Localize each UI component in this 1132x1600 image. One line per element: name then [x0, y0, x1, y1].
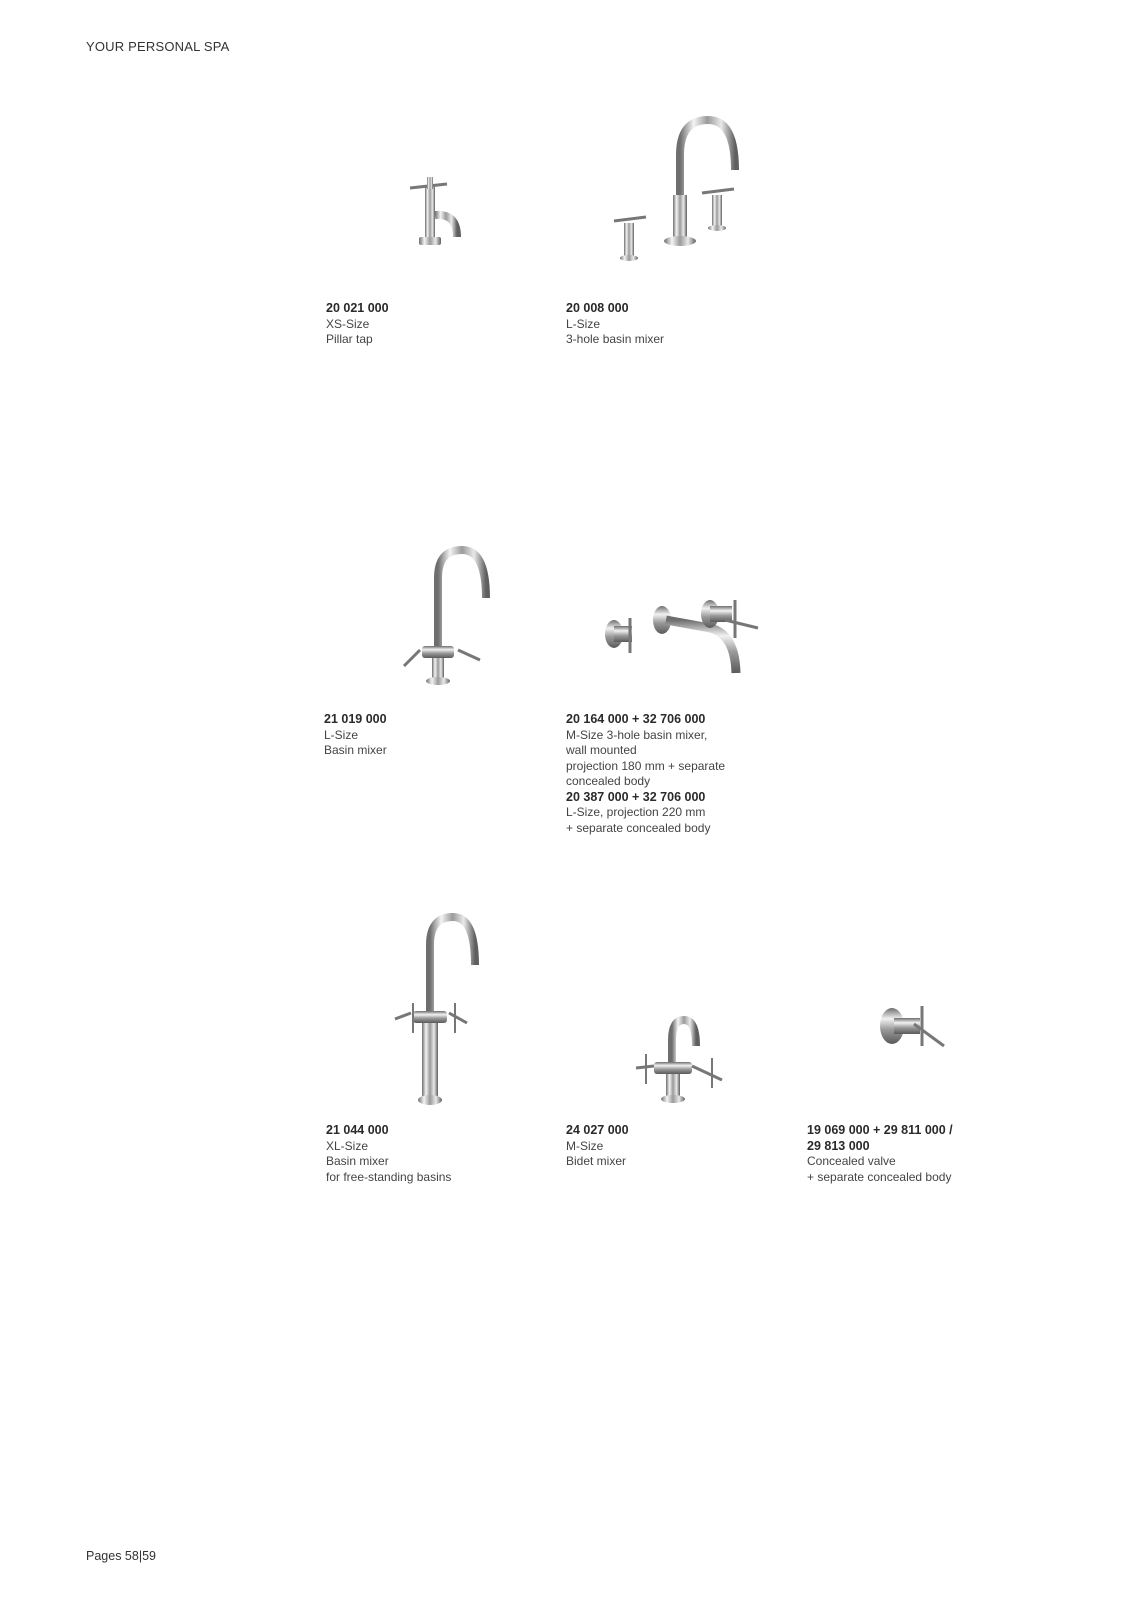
product-code: 21 044 000 — [326, 1123, 389, 1137]
xl-basin-mixer-image — [393, 915, 488, 1110]
pillar-tap-image — [405, 175, 475, 255]
product-code: 24 027 000 — [566, 1123, 629, 1137]
product-description: for free-standing basins — [326, 1169, 452, 1184]
basin-mixer-image — [400, 548, 495, 688]
product-size: L-Size — [566, 316, 601, 331]
product-caption — [326, 1123, 546, 1185]
product-description: Pillar tap — [326, 332, 373, 346]
product-size: L-Size — [324, 727, 359, 742]
product-description: 3-hole basin mixer — [566, 332, 665, 346]
product-description: M-Size 3-hole basin mixer, — [566, 727, 708, 742]
product-caption — [566, 1123, 786, 1170]
product-code: 20 387 000 + 32 706 000 — [566, 789, 706, 804]
product-size: XL-Size — [326, 1138, 369, 1153]
product-description: Bidet mixer — [566, 1154, 627, 1168]
product-code: 29 813 000 — [807, 1138, 870, 1153]
product-code: 19 069 000 + 29 811 000 / — [807, 1123, 953, 1137]
product-size: XS-Size — [326, 316, 370, 331]
section-title: YOUR PERSONAL SPA — [86, 39, 230, 54]
product-description: + separate concealed body — [807, 1169, 952, 1184]
product-caption — [324, 712, 544, 759]
product-code: 21 019 000 — [324, 712, 387, 726]
wall-mounted-basin-mixer-image — [600, 598, 765, 683]
product-description: wall mounted — [566, 743, 637, 757]
product-description: projection 180 mm + separate — [566, 758, 726, 773]
product-caption — [326, 301, 546, 348]
concealed-valve-image — [878, 1002, 948, 1057]
three-hole-basin-mixer-image — [610, 115, 750, 265]
product-code: 20 021 000 — [326, 301, 389, 315]
bidet-mixer-image — [634, 1018, 729, 1108]
product-code: 20 008 000 — [566, 301, 629, 315]
product-caption — [566, 301, 786, 348]
product-caption — [566, 712, 786, 836]
product-description: + separate concealed body — [566, 820, 711, 835]
product-description: concealed body — [566, 774, 651, 788]
product-size: M-Size — [566, 1138, 604, 1153]
page-number: Pages 58|59 — [86, 1549, 156, 1563]
product-code: 20 164 000 + 32 706 000 — [566, 712, 706, 726]
product-description: L-Size, projection 220 mm — [566, 805, 706, 819]
product-description: Concealed valve — [807, 1154, 896, 1168]
product-description: Basin mixer — [324, 743, 387, 757]
product-caption — [807, 1123, 1027, 1185]
product-description: Basin mixer — [326, 1154, 389, 1168]
